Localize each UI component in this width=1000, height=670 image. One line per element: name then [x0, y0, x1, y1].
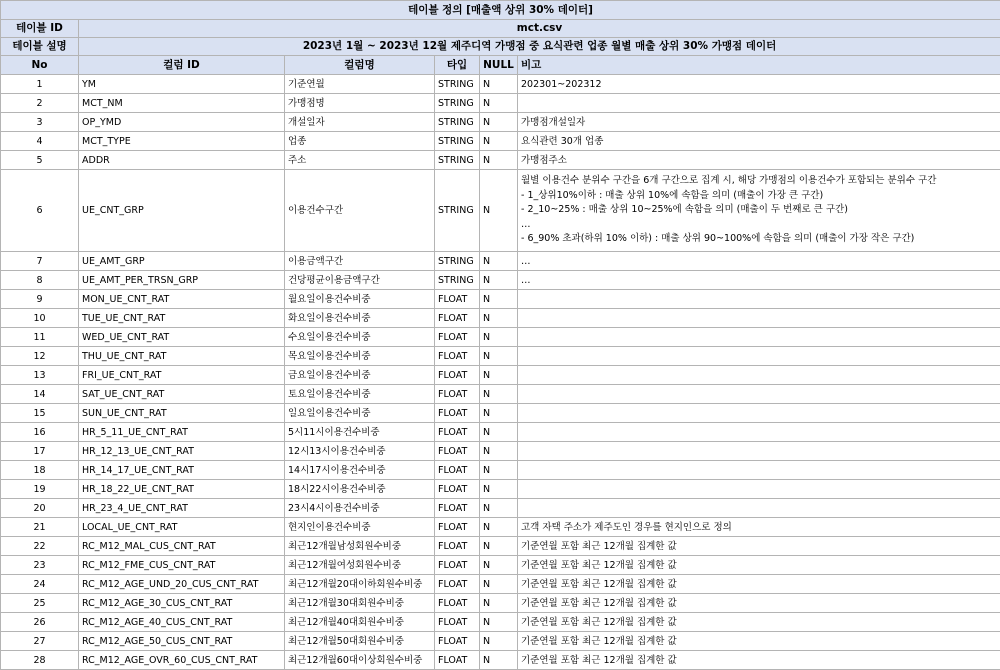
row-no: 23: [1, 556, 79, 575]
row-note: [518, 347, 1000, 366]
row-type: STRING: [435, 271, 480, 290]
row-type: FLOAT: [435, 632, 480, 651]
row-note-line: 월별 이용건수 분위수 구간을 6개 구간으로 집계 시, 해당 가맹점의 이용건수가 포함되는 분위수 구간: [521, 174, 997, 189]
table-row: [1, 309, 1000, 328]
row-column-id: MCT_NM: [79, 94, 285, 113]
row-null: N: [480, 537, 518, 556]
row-type: FLOAT: [435, 290, 480, 309]
row-no: 16: [1, 423, 79, 442]
row-column-name: 이용금액구간: [285, 252, 435, 271]
table-row: [1, 480, 1000, 499]
row-column-name: 최근12개월여성회원수비중: [285, 556, 435, 575]
table-row: [1, 347, 1000, 366]
row-note: [518, 309, 1000, 328]
row-column-name: 18시22시이용건수비중: [285, 480, 435, 499]
row-column-name: 12시13시이용건수비중: [285, 442, 435, 461]
row-null: N: [480, 575, 518, 594]
row-column-name: 최근12개월남성회원수비중: [285, 537, 435, 556]
row-note: [518, 290, 1000, 309]
row-no: 1: [1, 75, 79, 94]
row-no: 11: [1, 328, 79, 347]
row-type: FLOAT: [435, 594, 480, 613]
row-note-line: …: [521, 218, 997, 233]
row-type: FLOAT: [435, 404, 480, 423]
row-type: FLOAT: [435, 366, 480, 385]
row-null: N: [480, 309, 518, 328]
row-column-name: 23시4시이용건수비중: [285, 499, 435, 518]
row-null: N: [480, 75, 518, 94]
table-title: 테이블 정의 [매출액 상위 30% 데이터]: [1, 1, 1000, 20]
row-note: [518, 328, 1000, 347]
row-no: 12: [1, 347, 79, 366]
row-no: 14: [1, 385, 79, 404]
row-type: STRING: [435, 151, 480, 170]
row-null: N: [480, 328, 518, 347]
row-null: N: [480, 113, 518, 132]
row-note: 가맹점개설일자: [518, 113, 1000, 132]
row-no: 26: [1, 613, 79, 632]
row-column-id: RC_M12_MAL_CUS_CNT_RAT: [79, 537, 285, 556]
row-type: STRING: [435, 252, 480, 271]
table-desc-label: 테이블 설명: [1, 38, 79, 56]
row-type: STRING: [435, 170, 480, 252]
table-row: [1, 518, 1000, 537]
row-note: 기준연월 포함 최근 12개월 집계한 값: [518, 632, 1000, 651]
row-no: 5: [1, 151, 79, 170]
row-type: FLOAT: [435, 309, 480, 328]
table-row: [1, 442, 1000, 461]
table-row: [1, 499, 1000, 518]
row-note: …: [518, 271, 1000, 290]
row-note: [518, 366, 1000, 385]
table-id-label: 테이블 ID: [1, 20, 79, 38]
row-column-id: RC_M12_AGE_30_CUS_CNT_RAT: [79, 594, 285, 613]
row-type: FLOAT: [435, 480, 480, 499]
table-row: [1, 537, 1000, 556]
row-type: STRING: [435, 94, 480, 113]
row-column-name: 14시17시이용건수비중: [285, 461, 435, 480]
row-null: N: [480, 518, 518, 537]
row-null: N: [480, 613, 518, 632]
row-note: 기준연월 포함 최근 12개월 집계한 값: [518, 613, 1000, 632]
row-no: 2: [1, 94, 79, 113]
table-row: [1, 461, 1000, 480]
row-column-name: 토요일이용건수비중: [285, 385, 435, 404]
row-column-name: 업종: [285, 132, 435, 151]
row-note: [518, 461, 1000, 480]
row-note: 기준연월 포함 최근 12개월 집계한 값: [518, 556, 1000, 575]
row-column-name: 금요일이용건수비중: [285, 366, 435, 385]
row-note: [518, 404, 1000, 423]
row-null: N: [480, 151, 518, 170]
row-column-id: YM: [79, 75, 285, 94]
row-type: FLOAT: [435, 613, 480, 632]
table-desc-row: [1, 38, 1000, 56]
header-column-name: 컬럼명: [285, 56, 435, 75]
table-row: [1, 113, 1000, 132]
row-no: 21: [1, 518, 79, 537]
row-note: [518, 499, 1000, 518]
table-row: [1, 366, 1000, 385]
row-null: N: [480, 271, 518, 290]
row-column-id: ADDR: [79, 151, 285, 170]
row-column-id: MCT_TYPE: [79, 132, 285, 151]
row-note: 가맹점주소: [518, 151, 1000, 170]
row-type: FLOAT: [435, 651, 480, 670]
row-no: 27: [1, 632, 79, 651]
row-column-id: HR_23_4_UE_CNT_RAT: [79, 499, 285, 518]
table-row: [1, 556, 1000, 575]
row-column-id: SUN_UE_CNT_RAT: [79, 404, 285, 423]
row-type: FLOAT: [435, 461, 480, 480]
row-note: …: [518, 252, 1000, 271]
row-type: FLOAT: [435, 423, 480, 442]
row-type: FLOAT: [435, 499, 480, 518]
table-row: [1, 328, 1000, 347]
row-column-id: TUE_UE_CNT_RAT: [79, 309, 285, 328]
row-null: N: [480, 94, 518, 113]
header-type: 타입: [435, 56, 480, 75]
row-note: [518, 170, 1000, 252]
table-row: [1, 132, 1000, 151]
row-note: 기준연월 포함 최근 12개월 집계한 값: [518, 594, 1000, 613]
row-note: 요식관련 30개 업종: [518, 132, 1000, 151]
row-type: FLOAT: [435, 385, 480, 404]
row-column-name: 개설일자: [285, 113, 435, 132]
row-column-name: 최근12개월30대회원수비중: [285, 594, 435, 613]
row-column-name: 월요일이용건수비중: [285, 290, 435, 309]
row-column-id: HR_12_13_UE_CNT_RAT: [79, 442, 285, 461]
row-note: 202301~202312: [518, 75, 1000, 94]
row-null: N: [480, 556, 518, 575]
row-column-id: HR_18_22_UE_CNT_RAT: [79, 480, 285, 499]
row-no: 13: [1, 366, 79, 385]
row-no: 8: [1, 271, 79, 290]
row-note: [518, 480, 1000, 499]
row-type: STRING: [435, 132, 480, 151]
row-column-id: THU_UE_CNT_RAT: [79, 347, 285, 366]
row-column-id: HR_14_17_UE_CNT_RAT: [79, 461, 285, 480]
row-no: 10: [1, 309, 79, 328]
header-note: 비고: [518, 56, 1000, 75]
row-column-id: RC_M12_AGE_40_CUS_CNT_RAT: [79, 613, 285, 632]
row-note: 기준연월 포함 최근 12개월 집계한 값: [518, 651, 1000, 670]
row-column-name: 최근12개월40대회원수비중: [285, 613, 435, 632]
row-column-id: OP_YMD: [79, 113, 285, 132]
table-desc-value: 2023년 1월 ~ 2023년 12월 제주디역 가맹점 중 요식관련 업종 월별 매출 상위 30% 가맹점 데이터: [79, 38, 1000, 56]
table-id-row: [1, 20, 1000, 38]
column-header-row: [1, 56, 1000, 75]
table-id-value: mct.csv: [79, 20, 1000, 38]
row-type: FLOAT: [435, 556, 480, 575]
row-type: STRING: [435, 113, 480, 132]
header-column-id: 컬럼 ID: [79, 56, 285, 75]
row-note-line: - 6_90% 초과(하위 10% 이하) : 매출 상위 90~100%에 속함을 의미 (매출이 가장 작은 구간): [521, 232, 997, 247]
table-row: [1, 252, 1000, 271]
row-column-id: HR_5_11_UE_CNT_RAT: [79, 423, 285, 442]
row-null: N: [480, 423, 518, 442]
table-row: [1, 651, 1000, 670]
row-type: FLOAT: [435, 328, 480, 347]
row-null: N: [480, 651, 518, 670]
row-null: N: [480, 461, 518, 480]
row-null: N: [480, 385, 518, 404]
row-column-name: 목요일이용건수비중: [285, 347, 435, 366]
table-row: [1, 613, 1000, 632]
row-null: N: [480, 366, 518, 385]
row-column-name: 수요일이용건수비중: [285, 328, 435, 347]
row-column-id: LOCAL_UE_CNT_RAT: [79, 518, 285, 537]
row-column-id: FRI_UE_CNT_RAT: [79, 366, 285, 385]
row-no: 4: [1, 132, 79, 151]
row-column-name: 일요일이용건수비중: [285, 404, 435, 423]
row-note: 기준연월 포함 최근 12개월 집계한 값: [518, 575, 1000, 594]
row-no: 6: [1, 170, 79, 252]
row-note: [518, 94, 1000, 113]
table-row: [1, 404, 1000, 423]
row-column-name: 이용건수구간: [285, 170, 435, 252]
row-column-id: SAT_UE_CNT_RAT: [79, 385, 285, 404]
row-null: N: [480, 404, 518, 423]
row-no: 3: [1, 113, 79, 132]
table-row: [1, 94, 1000, 113]
row-no: 22: [1, 537, 79, 556]
row-no: 19: [1, 480, 79, 499]
row-no: 28: [1, 651, 79, 670]
row-no: 24: [1, 575, 79, 594]
row-column-name: 현지인이용건수비중: [285, 518, 435, 537]
table-row: [1, 594, 1000, 613]
row-column-name: 5시11시이용건수비중: [285, 423, 435, 442]
table-row: [1, 575, 1000, 594]
row-null: N: [480, 480, 518, 499]
table-row: [1, 170, 1000, 252]
row-column-name: 화요일이용건수비중: [285, 309, 435, 328]
row-column-id: UE_CNT_GRP: [79, 170, 285, 252]
table-row: [1, 151, 1000, 170]
row-column-id: MON_UE_CNT_RAT: [79, 290, 285, 309]
table-row: [1, 75, 1000, 94]
row-note-line: - 1_상위10%이하 : 매출 상위 10%에 속함을 의미 (매출이 가장 큰 구간): [521, 189, 997, 204]
row-column-id: WED_UE_CNT_RAT: [79, 328, 285, 347]
row-column-name: 건당평균이용금액구간: [285, 271, 435, 290]
row-column-name: 최근12개월60대이상회원수비중: [285, 651, 435, 670]
row-no: 7: [1, 252, 79, 271]
row-column-id: RC_M12_AGE_OVR_60_CUS_CNT_RAT: [79, 651, 285, 670]
row-no: 15: [1, 404, 79, 423]
row-null: N: [480, 594, 518, 613]
row-column-id: RC_M12_FME_CUS_CNT_RAT: [79, 556, 285, 575]
row-no: 20: [1, 499, 79, 518]
header-no: No: [1, 56, 79, 75]
row-type: FLOAT: [435, 537, 480, 556]
row-note: 기준연월 포함 최근 12개월 집계한 값: [518, 537, 1000, 556]
row-null: N: [480, 252, 518, 271]
row-type: FLOAT: [435, 518, 480, 537]
header-null: NULL: [480, 56, 518, 75]
row-no: 9: [1, 290, 79, 309]
row-note: [518, 385, 1000, 404]
row-note: [518, 442, 1000, 461]
row-null: N: [480, 632, 518, 651]
row-column-id: RC_M12_AGE_50_CUS_CNT_RAT: [79, 632, 285, 651]
row-note-line: - 2_10~25% : 매출 상위 10~25%에 속함을 의미 (매출이 두 번째로 큰 구간): [521, 203, 997, 218]
row-type: FLOAT: [435, 347, 480, 366]
table-row: [1, 271, 1000, 290]
row-column-name: 최근12개월20대이하회원수비중: [285, 575, 435, 594]
row-null: N: [480, 347, 518, 366]
row-column-name: 가맹점명: [285, 94, 435, 113]
row-null: N: [480, 170, 518, 252]
title-row: [1, 1, 1000, 20]
table-row: [1, 385, 1000, 404]
table-row: [1, 632, 1000, 651]
row-no: 17: [1, 442, 79, 461]
row-null: N: [480, 442, 518, 461]
table-row: [1, 423, 1000, 442]
table-row: [1, 290, 1000, 309]
row-null: N: [480, 290, 518, 309]
row-column-id: UE_AMT_GRP: [79, 252, 285, 271]
row-type: FLOAT: [435, 442, 480, 461]
row-null: N: [480, 499, 518, 518]
row-no: 25: [1, 594, 79, 613]
row-column-id: RC_M12_AGE_UND_20_CUS_CNT_RAT: [79, 575, 285, 594]
row-column-name: 주소: [285, 151, 435, 170]
row-column-id: UE_AMT_PER_TRSN_GRP: [79, 271, 285, 290]
row-no: 18: [1, 461, 79, 480]
row-column-name: 기준연월: [285, 75, 435, 94]
row-note: [518, 423, 1000, 442]
row-note: 고객 자택 주소가 제주도인 경우를 현지인으로 정의: [518, 518, 1000, 537]
row-type: STRING: [435, 75, 480, 94]
row-null: N: [480, 132, 518, 151]
row-type: FLOAT: [435, 575, 480, 594]
row-column-name: 최근12개월50대회원수비중: [285, 632, 435, 651]
